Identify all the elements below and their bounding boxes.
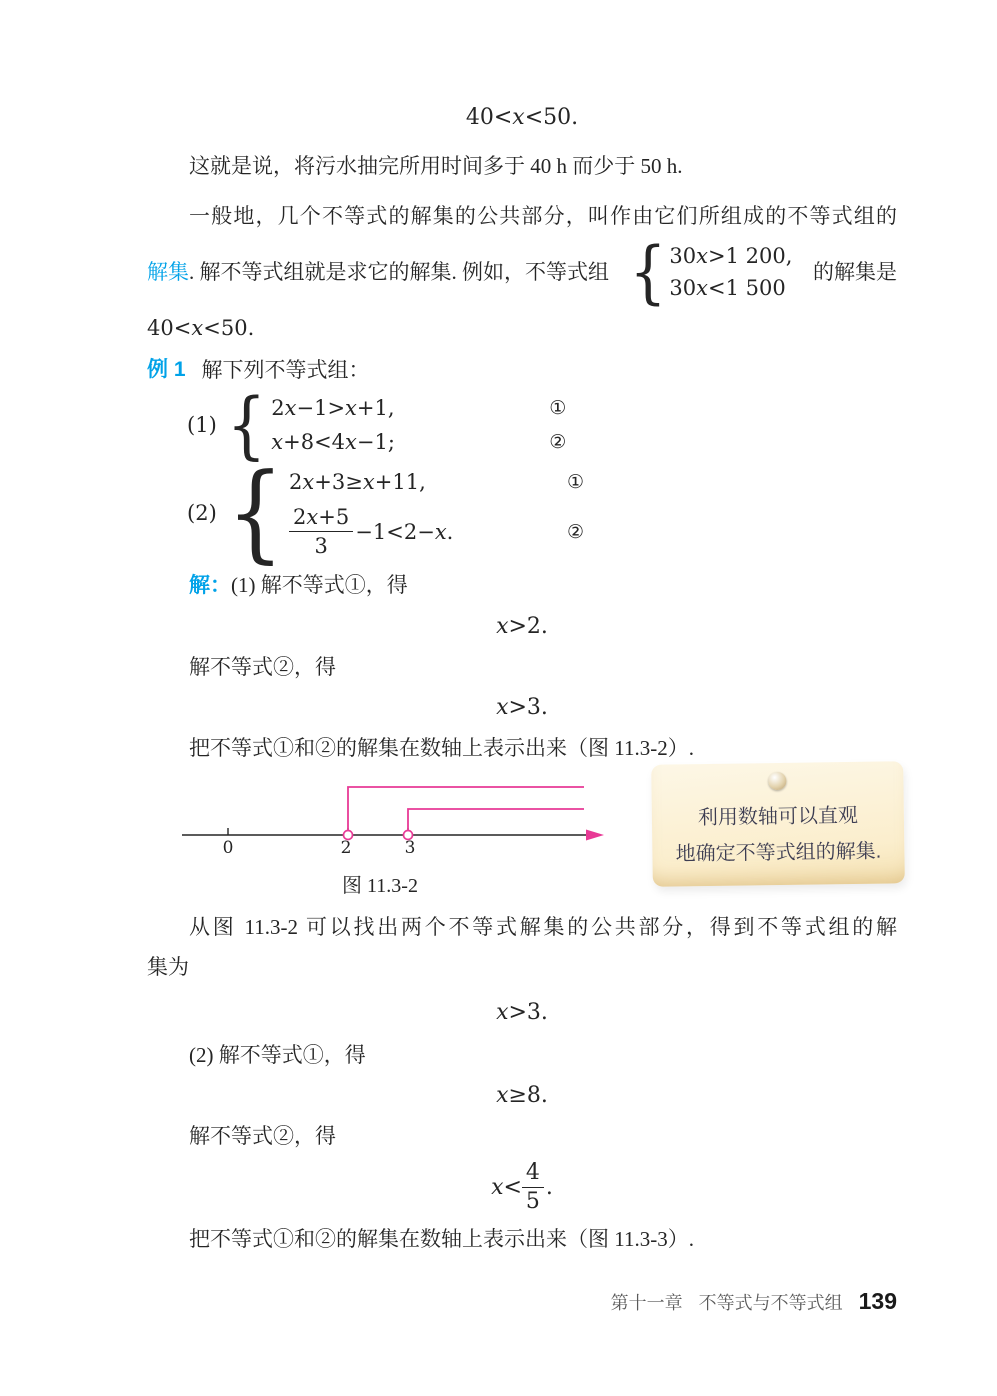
- system-2-number: (2): [187, 500, 217, 525]
- math-expression-rest: −1<2−x.: [355, 519, 454, 544]
- example-title: 解下列不等式组：: [201, 358, 370, 382]
- system-1-row-2: [271, 425, 566, 459]
- paragraph-conclusion: 这就是说，将污水抽完所用时间多于 40 h 而少于 50 h.: [189, 154, 683, 178]
- circled-number-2: ②: [567, 520, 585, 543]
- fraction: [522, 1159, 544, 1216]
- number-line-svg: [180, 773, 610, 861]
- circled-number-2: ②: [549, 431, 567, 453]
- math-expression: x<: [491, 1175, 522, 1200]
- math-expression: 2x+3≥x+11,: [289, 470, 426, 494]
- chapter-label: 第十一章: [610, 1293, 683, 1313]
- pearl-pin-icon: [768, 772, 786, 790]
- circled-number-1: ①: [567, 471, 585, 493]
- left-brace: {: [629, 231, 667, 313]
- paragraph-definition-line1: 一般地，几个不等式的解集的公共部分，叫作由它们所组成的不等式组的: [189, 204, 897, 228]
- axis-arrow-icon: [586, 830, 604, 841]
- number-line-figure: [180, 773, 610, 898]
- equation-x-gt-2: [147, 611, 897, 642]
- tick-label-0: 0: [222, 838, 234, 858]
- system-row: 30x<1 500: [669, 276, 786, 300]
- period: .: [545, 1175, 553, 1200]
- paragraph-definition-line3: [147, 313, 897, 343]
- paragraph-common-part-line2: 集为: [147, 955, 189, 979]
- inequality-system-inline: [629, 231, 793, 313]
- figure-intro-1: 把不等式①和②的解集在数轴上表示出来（图 11.3-2）.: [189, 736, 694, 760]
- fraction-numerator: 4: [522, 1159, 544, 1188]
- system-1: [187, 381, 897, 468]
- equation-x-gt-3: [147, 692, 897, 723]
- math-expression: x≥8.: [496, 1083, 548, 1108]
- fraction-denominator: 5: [525, 1189, 540, 1214]
- equation-x-gt-3-final: [147, 997, 897, 1028]
- math-expression: 40<x<50.: [465, 105, 579, 130]
- equation-x-ge-8: [147, 1080, 897, 1111]
- fraction-denominator: 3: [314, 534, 328, 558]
- fraction-numerator: 2x+5: [289, 503, 353, 532]
- math-expression: x>3.: [496, 1000, 548, 1025]
- solution-part2-step2: 解不等式②，得: [189, 1124, 336, 1148]
- circled-number-1: ①: [549, 397, 567, 419]
- system-1-rows: [271, 391, 566, 459]
- definition-text-start: [147, 257, 609, 288]
- paragraph-common-part-line1: 从图 11.3-2 可以找出两个不等式解集的公共部分，得到不等式组的解: [189, 915, 897, 939]
- system-1-number: (1): [187, 413, 217, 437]
- solution-part1-step1: [147, 570, 897, 601]
- tick-label-2: 2: [340, 838, 352, 858]
- definition-text-end: 的解集是: [812, 260, 897, 284]
- figure-intro-2: 把不等式①和②的解集在数轴上表示出来（图 11.3-3）.: [189, 1227, 694, 1251]
- note-text-line1: 利用数轴可以直观: [697, 804, 859, 830]
- fraction: [289, 503, 353, 560]
- math-expression: [289, 503, 453, 560]
- term-solution-set: 解集: [147, 260, 189, 284]
- system-2-rows: [289, 465, 584, 560]
- solution-part2-step1: (2) 解不等式①，得: [189, 1043, 366, 1067]
- system-2: [187, 449, 897, 574]
- note-text-line2: 地确定不等式组的解集.: [675, 840, 882, 866]
- margin-note: [651, 761, 905, 887]
- page-footer: [611, 1288, 897, 1315]
- system-row: 30x>1 200,: [669, 244, 793, 268]
- solution-label: 解：: [189, 574, 231, 597]
- tick-label-3: 3: [404, 838, 416, 858]
- math-expression: x>3.: [496, 695, 548, 720]
- chapter-title: 不等式与不等式组: [698, 1293, 843, 1313]
- page-number: 139: [858, 1288, 897, 1314]
- math-expression: x>2.: [496, 614, 548, 639]
- left-brace: {: [226, 381, 267, 468]
- system-2-row-1: [289, 465, 584, 499]
- equation-x-lt-four-fifths: [147, 1159, 897, 1216]
- math-expression: x+8<4x−1;: [271, 430, 395, 454]
- solution-part1-step2: 解不等式②，得: [189, 655, 336, 679]
- paragraph-definition-line2: [147, 231, 897, 313]
- system-rows: [669, 241, 792, 303]
- step-text: (1) 解不等式①，得: [231, 573, 408, 597]
- equation-range-top: [147, 102, 897, 133]
- math-expression: 40<x<50.: [147, 316, 255, 340]
- example-label: 例 1: [147, 358, 186, 381]
- figure-11-3-2-row: [180, 773, 897, 897]
- system-2-row-2: [289, 503, 584, 560]
- figure-caption: 图 11.3-2: [342, 875, 418, 897]
- left-brace: {: [226, 449, 285, 574]
- system-1-row-1: [271, 391, 566, 425]
- math-expression: 2x−1>x+1,: [271, 396, 395, 420]
- definition-text: . 解不等式组就是求它的解集. 例如，不等式组: [189, 259, 609, 284]
- ray-x-gt-3: [408, 809, 584, 831]
